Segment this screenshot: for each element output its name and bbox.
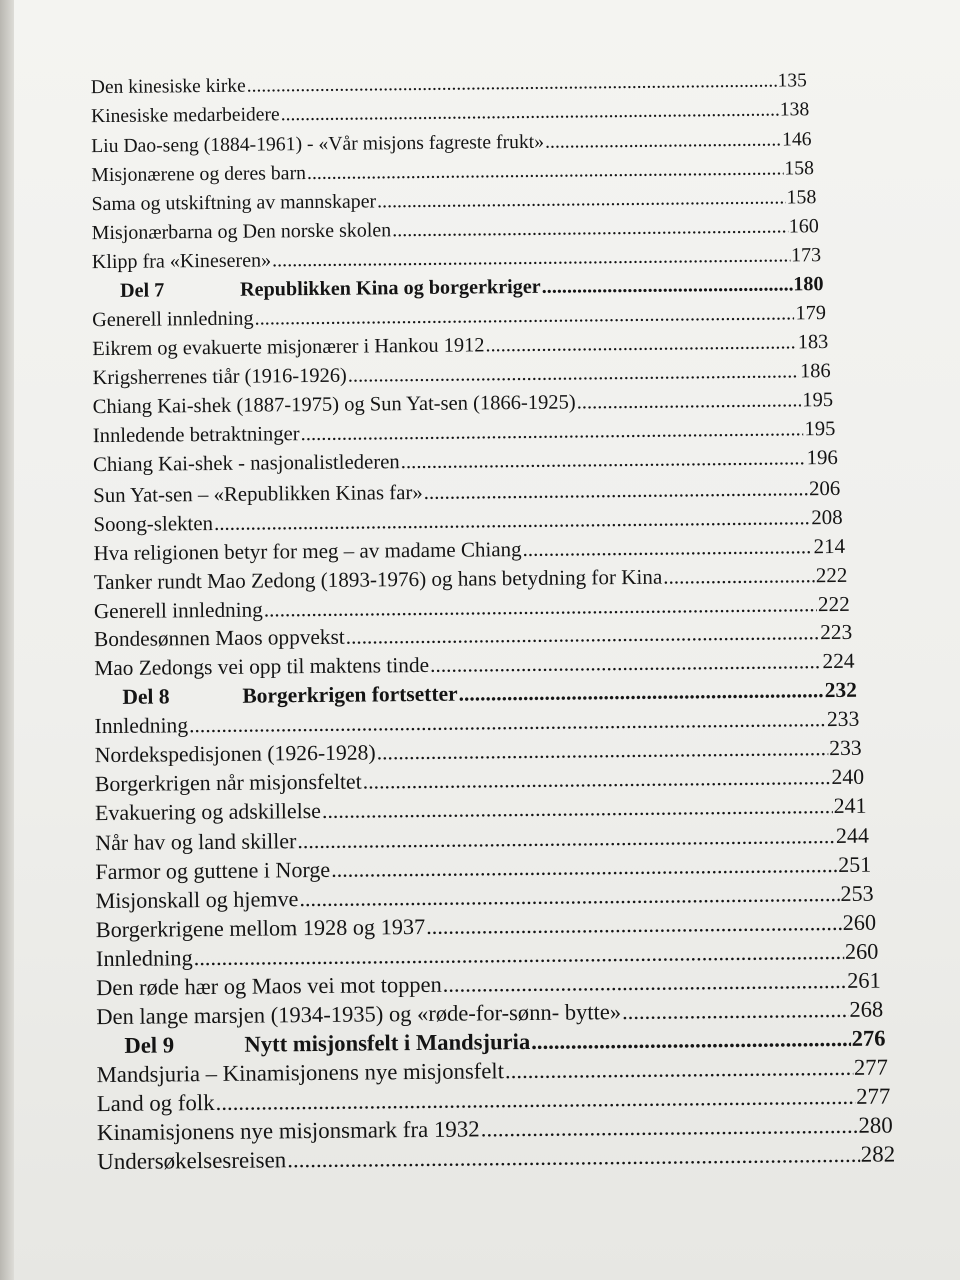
page-number: 241 [833,794,867,819]
toc-entry [94,591,850,623]
dot-leader [299,881,839,912]
part-label: Del 8 [122,684,170,710]
dot-leader [331,852,837,883]
entry-title: Innledende betraktninger [92,422,300,447]
page-number: 158 [786,186,817,209]
entry-title: Den lange marsjen (1934-1935) og «røde-for-sønn- bytte» [96,999,622,1030]
toc-entry [97,1112,893,1146]
entry-title: Den røde hær og Maos vei mot toppen [96,971,442,1001]
page-number: 224 [822,649,855,674]
dot-leader [287,1142,860,1173]
entry-title: Eikrem og evakuerte misjonærer i Hankou 1912 [92,334,485,360]
dot-leader [505,1055,853,1084]
dot-leader [426,910,842,940]
page-number: 180 [793,272,824,296]
entry-title: Misjonærene og deres barn [91,161,307,187]
entry-title: Misjonærbarna og Den norske skolen [91,219,392,244]
page-number: 251 [838,851,872,878]
toc-entry [91,128,812,158]
entry-title: Liu Dao-seng (1884-1961) - «Vår misjons fagreste frukt» [91,130,545,158]
dot-leader [348,360,799,387]
dot-leader [430,650,822,679]
toc-part-heading [92,273,824,303]
entry-title: Borgerkrigene mellom 1928 og 1937 [95,914,426,943]
toc-part-heading [94,678,857,710]
entry-title: Chiang Kai-shek (1887-1975) og Sun Yat-sen (1866-1925) [92,391,576,418]
page-number: 160 [788,215,819,238]
page-number: 280 [858,1112,893,1138]
dot-leader [545,128,781,153]
entry-title: Nordekspedisjonen (1926-1928) [94,740,376,768]
toc-entry [96,881,874,914]
entry-title: Sama og utskiftning av mannskaper [91,190,377,216]
dot-leader [443,968,847,998]
toc-entry [92,215,819,245]
entry-title: Innledning [94,713,189,739]
entry-title: Innledning [95,945,193,972]
page-number: 183 [797,330,829,354]
entry-title: Land og folk [96,1090,215,1117]
toc-entry [96,939,879,973]
toc-entry [96,910,876,943]
page-number: 276 [851,1025,886,1051]
entry-title: Republikken Kina og borgerkriger [239,275,541,301]
page-number: 277 [853,1054,889,1080]
dot-leader [272,244,790,272]
toc-entry [96,997,883,1031]
entry-title: Den kinesiske kirke [90,75,246,99]
dot-leader [194,939,844,971]
dot-leader [424,476,809,505]
dot-leader [189,707,826,738]
page-number: 158 [784,157,815,180]
entry-title: Tanker rundt Mao Zedong (1893-1976) og hans betydning for Kina [93,564,663,594]
page-number: 196 [806,446,838,469]
entry-title: Kinesiske medarbeidere [90,104,280,128]
toc-entry [93,505,842,537]
dot-leader [542,273,793,298]
toc-entry [94,620,852,652]
page-number: 179 [795,301,826,325]
dot-leader [281,99,779,126]
entry-title: Undersøkelsesreisen [97,1147,287,1175]
dot-leader [377,186,786,213]
dot-leader [264,592,817,622]
page-number: 282 [860,1141,896,1167]
dot-leader [458,679,823,708]
page-number: 253 [840,880,874,907]
toc-entry [94,649,855,681]
toc-entry [95,852,871,885]
dot-leader [322,794,833,824]
toc-entry [93,418,836,448]
page-number: 173 [790,243,822,267]
toc-entry [91,157,814,187]
toc-entry [97,1141,895,1175]
entry-title: Klipp fra «Kineseren» [91,249,272,273]
dot-leader [363,765,831,794]
page-number: 146 [781,128,812,151]
toc-entry [91,99,809,128]
toc-entry [91,70,807,99]
page-number: 277 [856,1083,891,1109]
toc-part-heading [96,1026,885,1060]
entry-title: Misjonskall og hjemve [95,886,299,914]
page-number: 186 [799,359,831,383]
entry-title: Krigsherrenes tiår (1916-1926) [92,364,347,389]
dot-leader [485,331,797,357]
toc-entry [94,707,859,739]
entry-title: Borgerkrigen når misjonsfeltet [94,769,362,797]
toc-entry [92,244,821,274]
toc-entry [92,302,826,332]
toc-entry [95,794,867,826]
entry-title: Bondesønnen Maos oppvekst [93,625,345,652]
page-number: 206 [808,475,841,500]
page-number: 240 [831,765,865,790]
entry-title: Mandsjuria – Kinamisjonens nye misjonsfelt [96,1058,505,1088]
dot-leader [300,418,803,446]
dot-leader [346,621,820,651]
page-number: 233 [829,736,862,761]
dot-leader [247,71,777,98]
page-number: 195 [804,417,836,440]
entry-title: Generell innledning [92,307,254,331]
entry-title: Mao Zedongs vei opp til maktens tinde [94,653,430,681]
page-number: 222 [817,591,850,616]
dot-leader [401,447,806,474]
dot-leader [622,997,849,1025]
entry-title: Hva religionen betyr for meg – av madame Chiang [93,536,522,565]
page-number: 135 [777,70,807,92]
entry-title: Chiang Kai-shek - nasjonalistlederen [92,450,400,476]
dot-leader [522,534,812,562]
dot-leader [215,1084,855,1116]
dot-leader [377,736,829,765]
entry-title: Sun Yat-sen – «Republikken Kinas far» [93,479,423,507]
entry-title: Farmor og guttene i Norge [95,857,331,885]
toc-entry [92,331,828,361]
page-number: 244 [835,822,869,849]
page-number: 260 [844,938,879,965]
dot-leader [663,563,815,589]
toc-entry [96,968,881,1002]
dot-leader [481,1113,858,1143]
page-number: 260 [842,909,877,936]
entry-title: Generell innledning [93,597,263,623]
part-label: Del 9 [124,1032,175,1058]
page-number: 222 [815,562,848,587]
page-number: 195 [802,388,834,412]
toc-entry [93,476,840,508]
toc-entry [93,389,834,419]
entry-title: Når hav og land skiller [95,828,297,856]
entry-title: Nytt misjonsfelt i Mandsjuria [244,1029,531,1057]
dot-leader [307,157,784,185]
entry-title: Kinamisjonens nye misjonsmark fra 1932 [96,1116,480,1146]
dot-leader [214,505,810,536]
entry-title: Borgerkrigen fortsetter [242,682,458,709]
page-number: 214 [813,533,846,558]
page-number: 138 [779,99,810,121]
toc-entry [95,736,862,768]
page-number: 232 [824,678,858,703]
toc-entry [92,360,830,390]
entry-title: Soong-slekten [93,510,214,536]
dot-leader [297,823,835,854]
page-number: 233 [826,707,860,732]
page-number: 261 [847,967,881,994]
toc-entry [93,533,845,565]
dot-leader [254,302,794,330]
dot-leader [577,389,802,414]
toc-entry [91,186,816,216]
toc-entry [93,447,838,477]
page-number: 268 [849,996,884,1023]
toc-entry [95,765,864,797]
dot-leader [531,1026,851,1055]
page-number: 223 [820,620,853,645]
page-number: 208 [811,504,843,529]
toc-entry [95,823,869,856]
toc-entry [97,1084,891,1118]
entry-title: Evakuering og adskillelse [94,799,322,826]
toc-entry [97,1055,889,1089]
toc-entry [94,562,848,594]
part-label: Del 7 [119,279,165,302]
dot-leader [392,215,788,242]
